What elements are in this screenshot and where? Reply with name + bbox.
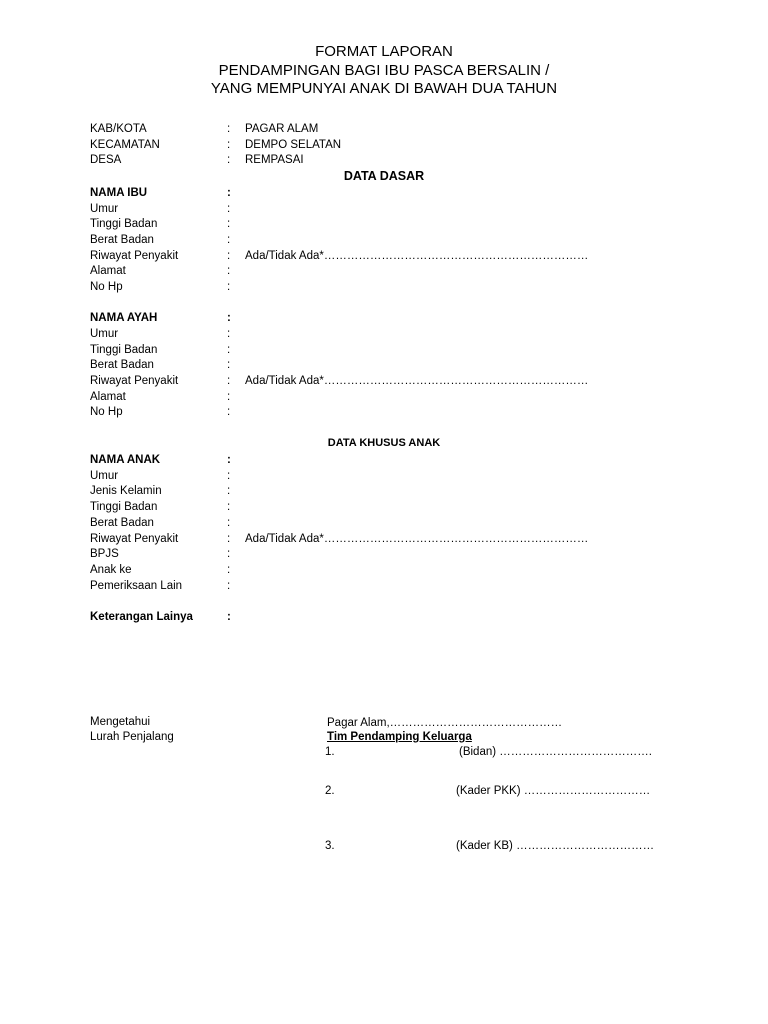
field-label: Pemeriksaan Lain	[90, 580, 183, 592]
field-colon: :	[227, 359, 231, 371]
field-label: Alamat	[90, 391, 126, 403]
field-colon: :	[227, 187, 231, 199]
field-label: Tinggi Badan	[90, 344, 158, 356]
field-colon: :	[227, 123, 231, 135]
field-colon: :	[227, 564, 231, 576]
field-label: Berat Badan	[90, 359, 154, 371]
field-colon: :	[227, 517, 231, 529]
field-label: Keterangan Lainya	[90, 611, 193, 623]
lurah-label: Lurah Penjalang	[90, 731, 174, 743]
field-colon: :	[227, 485, 231, 497]
field-colon: :	[227, 375, 231, 387]
field-label: No Hp	[90, 281, 123, 293]
field-label: Jenis Kelamin	[90, 485, 162, 497]
field-label: Berat Badan	[90, 517, 154, 529]
member-number: 2.	[325, 785, 335, 797]
field-colon: :	[227, 470, 231, 482]
team-title: Tim Pendamping Keluarga	[327, 731, 472, 743]
field-label: NAMA AYAH	[90, 312, 158, 324]
section-title-data-khusus-anak: DATA KHUSUS ANAK	[327, 437, 441, 449]
field-value: Ada/Tidak Ada*……………………………………………………………	[245, 533, 589, 545]
field-colon: :	[227, 611, 231, 623]
field-colon: :	[227, 203, 231, 215]
field-colon: :	[227, 265, 231, 277]
field-label: Alamat	[90, 265, 126, 277]
title-line-2: PENDAMPINGAN BAGI IBU PASCA BERSALIN /	[218, 62, 550, 79]
section-title-data-dasar: DATA DASAR	[343, 169, 425, 183]
field-value: Ada/Tidak Ada*……………………………………………………………	[245, 250, 589, 262]
field-label: KAB/KOTA	[90, 123, 147, 135]
field-label: Berat Badan	[90, 234, 154, 246]
field-label: Riwayat Penyakit	[90, 375, 179, 387]
field-label: Umur	[90, 203, 119, 215]
field-label: KECAMATAN	[90, 139, 160, 151]
field-value: Ada/Tidak Ada*……………………………………………………………	[245, 375, 589, 387]
field-colon: :	[227, 344, 231, 356]
field-label: Riwayat Penyakit	[90, 533, 179, 545]
field-colon: :	[227, 250, 231, 262]
place-date-line: Pagar Alam,………………………………………	[327, 717, 563, 729]
title-line-1: FORMAT LAPORAN	[315, 43, 453, 60]
member-number: 3.	[325, 840, 335, 852]
field-value: REMPASAI	[245, 154, 304, 166]
field-colon: :	[227, 154, 231, 166]
member-number: 1.	[325, 746, 335, 758]
field-value: PAGAR ALAM	[245, 123, 319, 135]
member-role-kader-pkk: (Kader PKK) ……………………………	[456, 785, 651, 797]
field-label: No Hp	[90, 406, 123, 418]
field-colon: :	[227, 139, 231, 151]
field-colon: :	[227, 548, 231, 560]
field-label: NAMA ANAK	[90, 454, 161, 466]
field-colon: :	[227, 328, 231, 340]
field-label: NAMA IBU	[90, 187, 148, 199]
field-label: BPJS	[90, 548, 119, 560]
field-label: Umur	[90, 328, 119, 340]
field-colon: :	[227, 281, 231, 293]
field-label: Anak ke	[90, 564, 132, 576]
field-label: Tinggi Badan	[90, 218, 158, 230]
field-colon: :	[227, 391, 231, 403]
field-colon: :	[227, 312, 231, 324]
member-role-kader-kb: (Kader KB) ………………………………	[456, 840, 655, 852]
field-value: DEMPO SELATAN	[245, 139, 342, 151]
field-colon: :	[227, 406, 231, 418]
mengetahui-label: Mengetahui	[90, 716, 151, 728]
field-label: Tinggi Badan	[90, 501, 158, 513]
field-colon: :	[227, 580, 231, 592]
field-colon: :	[227, 454, 231, 466]
member-role-bidan: (Bidan) ………………………………….	[459, 746, 652, 758]
field-colon: :	[227, 501, 231, 513]
field-label: Riwayat Penyakit	[90, 250, 179, 262]
field-label: DESA	[90, 154, 122, 166]
field-colon: :	[227, 533, 231, 545]
field-label: Umur	[90, 470, 119, 482]
field-colon: :	[227, 218, 231, 230]
field-colon: :	[227, 234, 231, 246]
title-line-3: YANG MEMPUNYAI ANAK DI BAWAH DUA TAHUN	[210, 80, 558, 97]
